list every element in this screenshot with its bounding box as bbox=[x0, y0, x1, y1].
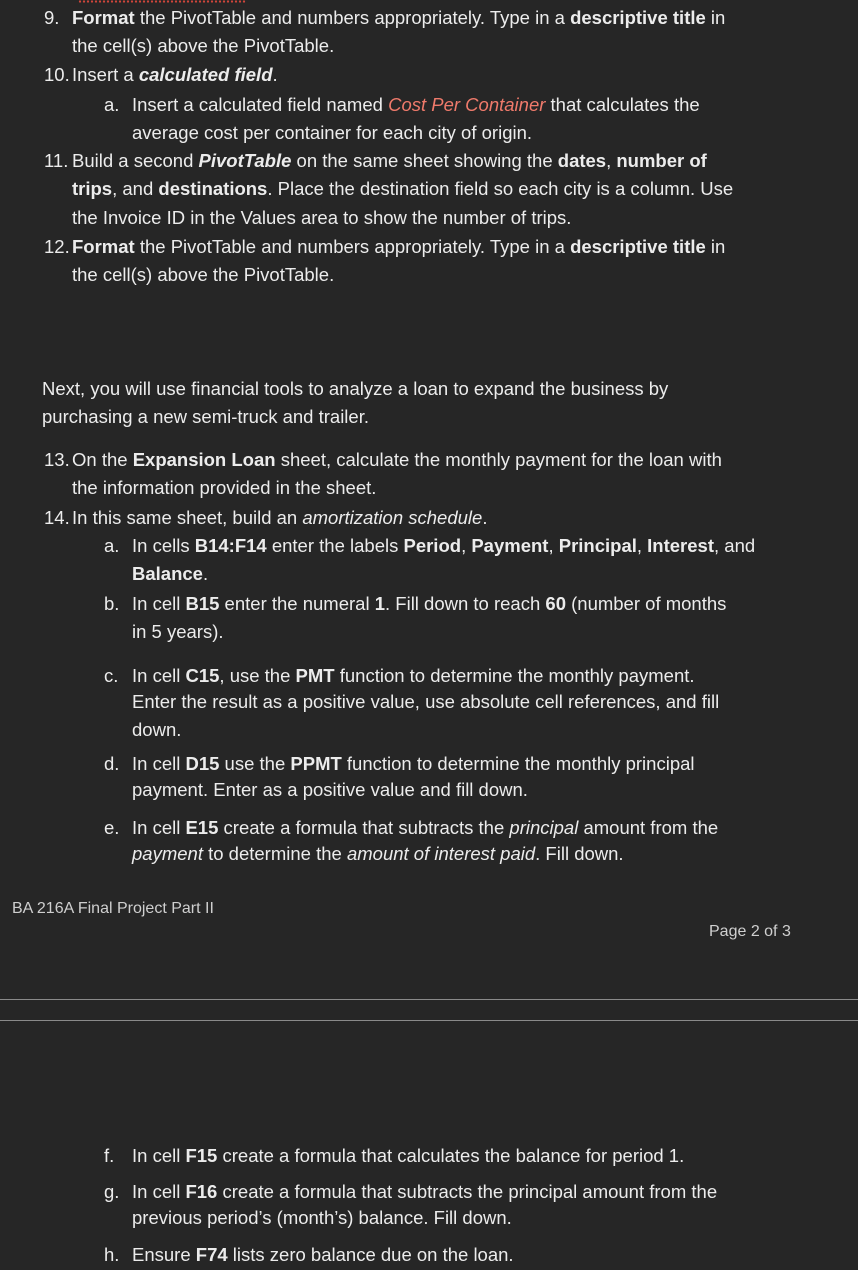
item-text-line-2: Enter the result as a positive value, use absolute cell references, and fill bbox=[132, 691, 720, 712]
item-text-line-1 bbox=[72, 507, 487, 529]
item-letter: d. bbox=[104, 753, 120, 774]
bold-text: Balance bbox=[132, 563, 203, 584]
bold-text: Expansion Loan bbox=[132, 449, 276, 470]
item-letter: c. bbox=[104, 665, 119, 686]
bold-text: Interest bbox=[647, 535, 714, 556]
bold-text: descriptive title bbox=[570, 236, 706, 257]
text: enter the numeral bbox=[219, 593, 375, 614]
item-text-line-3: the Invoice ID in the Values area to show the number of trips. bbox=[72, 207, 572, 228]
item-letter: a. bbox=[104, 94, 120, 115]
item-number: 9. bbox=[44, 7, 60, 28]
text: , bbox=[636, 535, 648, 556]
italic-text: principal bbox=[509, 817, 579, 838]
item-number: 14. bbox=[44, 507, 70, 528]
bold-text: Principal bbox=[558, 535, 637, 556]
text: create a formula that subtracts the principal amount from the bbox=[217, 1181, 718, 1202]
item-number: 11. bbox=[44, 150, 69, 171]
bold-text: F16 bbox=[185, 1181, 218, 1202]
text: , and bbox=[714, 535, 756, 556]
bold-text: 1 bbox=[374, 593, 385, 614]
item-text-line-2: the information provided in the sheet. bbox=[72, 477, 377, 498]
text: create a formula that subtracts the bbox=[218, 817, 510, 838]
item-text-line-1 bbox=[132, 535, 755, 557]
item-text-line-2 bbox=[132, 843, 624, 865]
bold-text: PPMT bbox=[290, 753, 342, 774]
text: to determine the bbox=[202, 843, 347, 864]
item-text-line-3: down. bbox=[132, 719, 182, 740]
bold-text: Format bbox=[72, 236, 135, 257]
item-text-line-1 bbox=[132, 753, 695, 775]
item-text-line-1 bbox=[132, 593, 726, 615]
text: In cells bbox=[132, 535, 195, 556]
spellcheck-underline bbox=[78, 0, 246, 3]
text: . Fill down. bbox=[535, 843, 624, 864]
bold-italic-text: PivotTable bbox=[198, 150, 292, 171]
page-break-line-top bbox=[0, 999, 858, 1000]
item-text-line-1 bbox=[72, 150, 707, 172]
bold-text: trips bbox=[72, 178, 113, 199]
item-text-line-1 bbox=[132, 1244, 514, 1266]
item-letter: b. bbox=[104, 593, 120, 614]
text: In cell bbox=[132, 1181, 186, 1202]
bold-text: B15 bbox=[185, 593, 220, 614]
item-text-line-2 bbox=[72, 178, 733, 200]
text: that calculates the bbox=[545, 94, 700, 115]
item-letter: g. bbox=[104, 1181, 120, 1202]
italic-text: amount of interest paid bbox=[346, 843, 536, 864]
item-letter: e. bbox=[104, 817, 120, 838]
text: enter the labels bbox=[266, 535, 404, 556]
text: the PivotTable and numbers appropriately. Type in a bbox=[134, 7, 571, 28]
text: In this same sheet, build an bbox=[72, 507, 303, 528]
bold-text: Payment bbox=[471, 535, 549, 556]
text: use the bbox=[219, 753, 291, 774]
item-number: 10. bbox=[44, 64, 70, 85]
footer-page-number: Page 2 of 3 bbox=[709, 923, 791, 940]
text: In cell bbox=[132, 817, 186, 838]
text: amount from the bbox=[578, 817, 719, 838]
bold-text: Period bbox=[403, 535, 462, 556]
item-text-line-2: in 5 years). bbox=[132, 621, 224, 642]
item-text-line-1 bbox=[72, 64, 278, 86]
text: In cell bbox=[132, 665, 186, 686]
text: the PivotTable and numbers appropriately. Type in a bbox=[134, 236, 571, 257]
item-letter: h. bbox=[104, 1244, 120, 1265]
text: lists zero balance due on the loan. bbox=[227, 1244, 514, 1265]
text: in bbox=[705, 7, 726, 28]
bold-text: B14:F14 bbox=[194, 535, 267, 556]
item-text-line-1 bbox=[72, 236, 725, 258]
text: . bbox=[482, 507, 488, 528]
bold-text: PMT bbox=[295, 665, 335, 686]
text: In cell bbox=[132, 1145, 186, 1166]
text: , use the bbox=[219, 665, 296, 686]
bold-text: Format bbox=[72, 7, 135, 28]
bold-text: descriptive title bbox=[570, 7, 706, 28]
item-text-line-1 bbox=[132, 665, 695, 687]
item-text-line-1 bbox=[132, 817, 718, 839]
text: Ensure bbox=[132, 1244, 196, 1265]
text: On the bbox=[72, 449, 133, 470]
italic-text: payment bbox=[132, 843, 203, 864]
text: . bbox=[202, 563, 209, 584]
text: , bbox=[548, 535, 559, 556]
item-letter: a. bbox=[104, 535, 120, 556]
item-text-line-2: the cell(s) above the PivotTable. bbox=[72, 264, 335, 285]
text: in bbox=[705, 236, 726, 257]
page-break-line-bottom bbox=[0, 1020, 858, 1021]
text: function to determine the monthly principal bbox=[341, 753, 695, 774]
text: Insert a bbox=[72, 64, 139, 85]
text: . Place the destination field so each city is a column. Use bbox=[267, 178, 734, 199]
bold-text: number of bbox=[616, 150, 707, 171]
text: create a formula that calculates the balance for period 1. bbox=[217, 1145, 685, 1166]
bold-text: destinations bbox=[158, 178, 268, 199]
text: , bbox=[606, 150, 617, 171]
italic-text: amortization schedule bbox=[302, 507, 483, 528]
item-text-line-1 bbox=[132, 94, 700, 116]
bold-text: D15 bbox=[185, 753, 220, 774]
bold-text: dates bbox=[557, 150, 607, 171]
intro-line-2: purchasing a new semi-truck and trailer. bbox=[42, 406, 369, 427]
item-number: 12. bbox=[44, 236, 70, 257]
bold-text: C15 bbox=[185, 665, 220, 686]
text: . Fill down to reach bbox=[385, 593, 546, 614]
text: on the same sheet showing the bbox=[291, 150, 558, 171]
item-text-line-1 bbox=[72, 7, 725, 29]
item-text-line-2: average cost per container for each city of origin. bbox=[132, 122, 533, 143]
item-text-line-1 bbox=[132, 1145, 684, 1167]
text: Build a second bbox=[72, 150, 199, 171]
text: Insert a calculated field named bbox=[132, 94, 389, 115]
bold-text: 60 bbox=[545, 593, 566, 614]
text: In cell bbox=[132, 753, 186, 774]
item-text-line-2: previous period’s (month’s) balance. Fill down. bbox=[132, 1207, 512, 1228]
highlighted-field-name: Cost Per Container bbox=[388, 94, 546, 115]
text: . bbox=[272, 64, 278, 85]
item-text-line-2: payment. Enter as a positive value and fill down. bbox=[132, 779, 528, 800]
item-text-line-2 bbox=[132, 563, 208, 585]
item-text-line-1 bbox=[132, 1181, 717, 1203]
text: , bbox=[461, 535, 472, 556]
bold-text: E15 bbox=[185, 817, 219, 838]
bold-text: F15 bbox=[185, 1145, 218, 1166]
item-letter: f. bbox=[104, 1145, 115, 1166]
bold-italic-text: calculated field bbox=[138, 64, 273, 85]
intro-line-1: Next, you will use financial tools to analyze a loan to expand the business by bbox=[42, 378, 669, 399]
item-text-line-2: the cell(s) above the PivotTable. bbox=[72, 35, 335, 56]
bold-text: F74 bbox=[195, 1244, 228, 1265]
text: In cell bbox=[132, 593, 186, 614]
item-text-line-1 bbox=[72, 449, 722, 471]
text: function to determine the monthly payment. bbox=[334, 665, 695, 686]
footer-document-title: BA 216A Final Project Part II bbox=[12, 900, 214, 917]
text: (number of months bbox=[565, 593, 727, 614]
item-number: 13. bbox=[44, 449, 70, 470]
text: , and bbox=[112, 178, 159, 199]
text: sheet, calculate the monthly payment for the loan with bbox=[275, 449, 722, 470]
